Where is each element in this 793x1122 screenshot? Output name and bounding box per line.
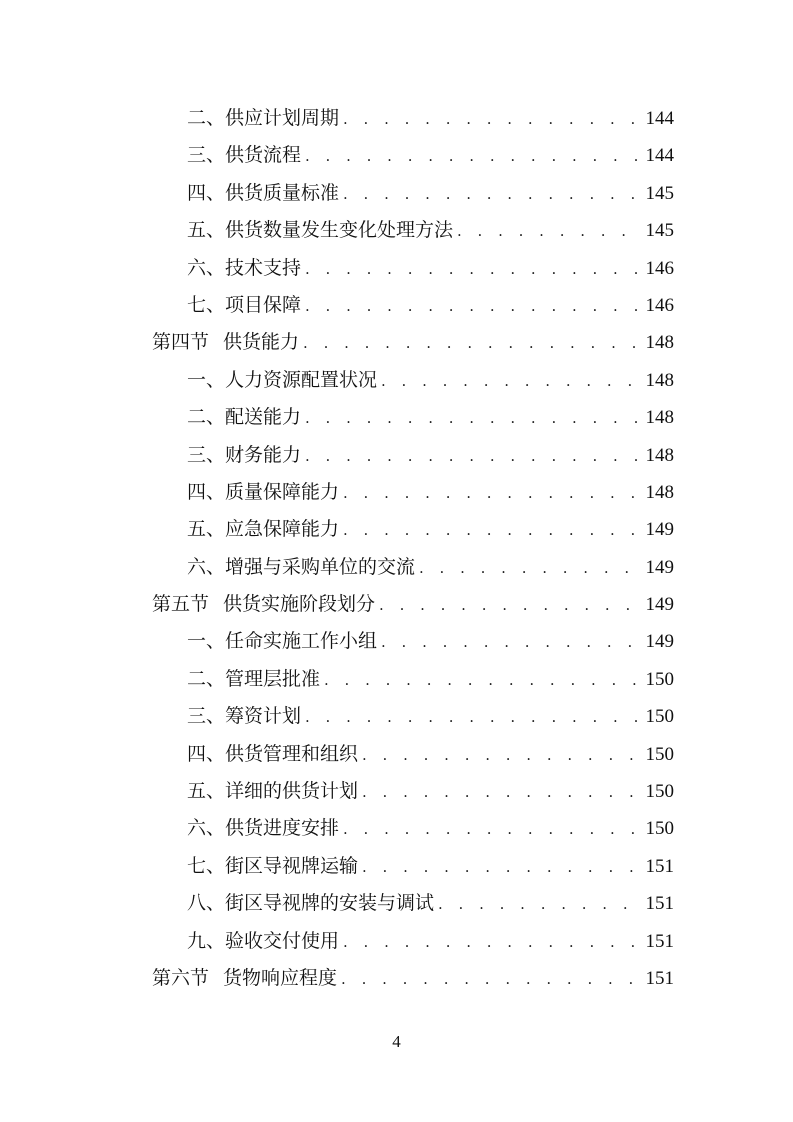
table-of-contents: [152, 100, 674, 997]
toc-entry[interactable]: [152, 773, 674, 810]
toc-entry-page: 146: [645, 257, 674, 279]
toc-entry-title: 七、街区导视牌运输: [187, 854, 359, 877]
toc-entry-title: 五、供货数量发生变化处理方法: [187, 219, 454, 242]
toc-entry[interactable]: [152, 287, 674, 324]
toc-dot-leader: [343, 475, 639, 512]
toc-dot-leader: [343, 101, 639, 138]
toc-dot-leader: [305, 438, 639, 475]
toc-entry-page: 148: [645, 407, 674, 429]
toc-entry[interactable]: [152, 399, 674, 436]
toc-entry[interactable]: [152, 623, 674, 660]
toc-entry-page: 150: [645, 781, 674, 803]
toc-entry-page: 146: [645, 294, 674, 316]
toc-entry[interactable]: [152, 661, 674, 698]
toc-entry[interactable]: [152, 212, 674, 249]
toc-entry-page: 145: [645, 182, 674, 204]
toc-entry-page: 148: [645, 481, 674, 503]
toc-entry-title: 二、配送能力: [187, 406, 302, 429]
toc-entry-title: 三、供货流程: [187, 144, 302, 167]
toc-entry-title: 四、供货管理和组织: [187, 742, 359, 765]
toc-entry[interactable]: [152, 137, 674, 174]
toc-dot-leader: [305, 400, 639, 437]
toc-entry-title: 供货能力: [223, 331, 300, 354]
toc-entry[interactable]: [152, 100, 674, 137]
toc-entry-page: 148: [645, 332, 674, 354]
toc-entry-title: 七、项目保障: [187, 293, 302, 316]
toc-dot-leader: [379, 587, 639, 624]
toc-dot-leader: [343, 512, 639, 549]
toc-entry-page: 150: [645, 668, 674, 690]
toc-entry[interactable]: [152, 437, 674, 474]
toc-dot-leader: [305, 138, 639, 175]
toc-entry[interactable]: [152, 848, 674, 885]
toc-entry-title: 六、技术支持: [187, 256, 302, 279]
toc-entry-title: 供货实施阶段划分: [223, 593, 376, 616]
toc-entry-title: 二、管理层批准: [187, 667, 321, 690]
toc-entry-title: 一、任命实施工作小组: [187, 630, 378, 653]
toc-entry[interactable]: [152, 175, 674, 212]
toc-entry-title: 五、应急保障能力: [187, 518, 340, 541]
toc-dot-leader: [362, 849, 639, 886]
toc-dot-leader: [343, 811, 639, 848]
toc-entry[interactable]: [152, 549, 674, 586]
toc-entry[interactable]: [152, 923, 674, 960]
toc-entry[interactable]: [152, 474, 674, 511]
toc-entry-page: 150: [645, 706, 674, 728]
toc-entry[interactable]: [152, 250, 674, 287]
toc-dot-leader: [341, 961, 639, 998]
toc-dot-leader: [324, 662, 639, 699]
toc-dot-leader: [305, 251, 639, 288]
toc-dot-leader: [343, 176, 639, 213]
toc-entry-page: 145: [645, 220, 674, 242]
toc-entry-title: 四、质量保障能力: [187, 480, 340, 503]
toc-entry[interactable]: [152, 736, 674, 773]
toc-dot-leader: [362, 774, 639, 811]
toc-dot-leader: [303, 325, 639, 362]
toc-entry[interactable]: [152, 362, 674, 399]
toc-entry-page: 149: [645, 631, 674, 653]
toc-entry-title: 三、筹资计划: [187, 705, 302, 728]
toc-entry-page: 151: [645, 967, 674, 989]
toc-entry-page: 149: [645, 594, 674, 616]
toc-entry[interactable]: [152, 885, 674, 922]
toc-entry-page: 148: [645, 444, 674, 466]
toc-entry-page: 151: [645, 930, 674, 952]
toc-entry-title: 一、人力资源配置状况: [187, 368, 378, 391]
toc-entry-page: 148: [645, 369, 674, 391]
toc-entry[interactable]: [152, 810, 674, 847]
toc-entry-title: 四、供货质量标准: [187, 181, 340, 204]
toc-dot-leader: [438, 886, 639, 923]
toc-entry-title: 三、财务能力: [187, 443, 302, 466]
toc-dot-leader: [381, 363, 639, 400]
toc-entry-title: 五、详细的供货计划: [187, 780, 359, 803]
toc-entry-title: 货物响应程度: [223, 966, 338, 989]
toc-section-entry[interactable]: [152, 586, 674, 623]
toc-entry-title: 八、街区导视牌的安装与调试: [187, 892, 435, 915]
toc-section-entry[interactable]: [152, 324, 674, 361]
toc-dot-leader: [305, 288, 639, 325]
toc-entry-page: 150: [645, 818, 674, 840]
toc-entry-page: 149: [645, 519, 674, 541]
toc-dot-leader: [362, 737, 639, 774]
toc-entry-page: 144: [645, 108, 674, 129]
toc-entry-page: 149: [645, 556, 674, 578]
toc-section-entry[interactable]: [152, 960, 674, 997]
toc-dot-leader: [381, 624, 639, 661]
toc-entry-page: 144: [645, 145, 674, 167]
toc-entry[interactable]: [152, 698, 674, 735]
toc-dot-leader: [305, 699, 639, 736]
toc-dot-leader: [457, 213, 639, 250]
toc-dot-leader: [419, 550, 639, 587]
toc-entry-page: 151: [645, 893, 674, 915]
page-number: 4: [392, 1032, 401, 1051]
toc-dot-leader: [343, 924, 639, 961]
toc-entry[interactable]: [152, 511, 674, 548]
toc-section-label: 第四节: [152, 331, 210, 354]
toc-section-label: 第六节: [152, 966, 210, 989]
toc-entry-title: 六、增强与采购单位的交流: [187, 555, 416, 578]
toc-entry-title: 六、供货进度安排: [187, 817, 340, 840]
toc-entry-title: 二、供应计划周期: [187, 107, 340, 129]
toc-entry-page: 151: [645, 855, 674, 877]
toc-section-label: 第五节: [152, 593, 210, 616]
toc-entry-page: 150: [645, 743, 674, 765]
toc-entry-title: 九、验收交付使用: [187, 929, 340, 952]
